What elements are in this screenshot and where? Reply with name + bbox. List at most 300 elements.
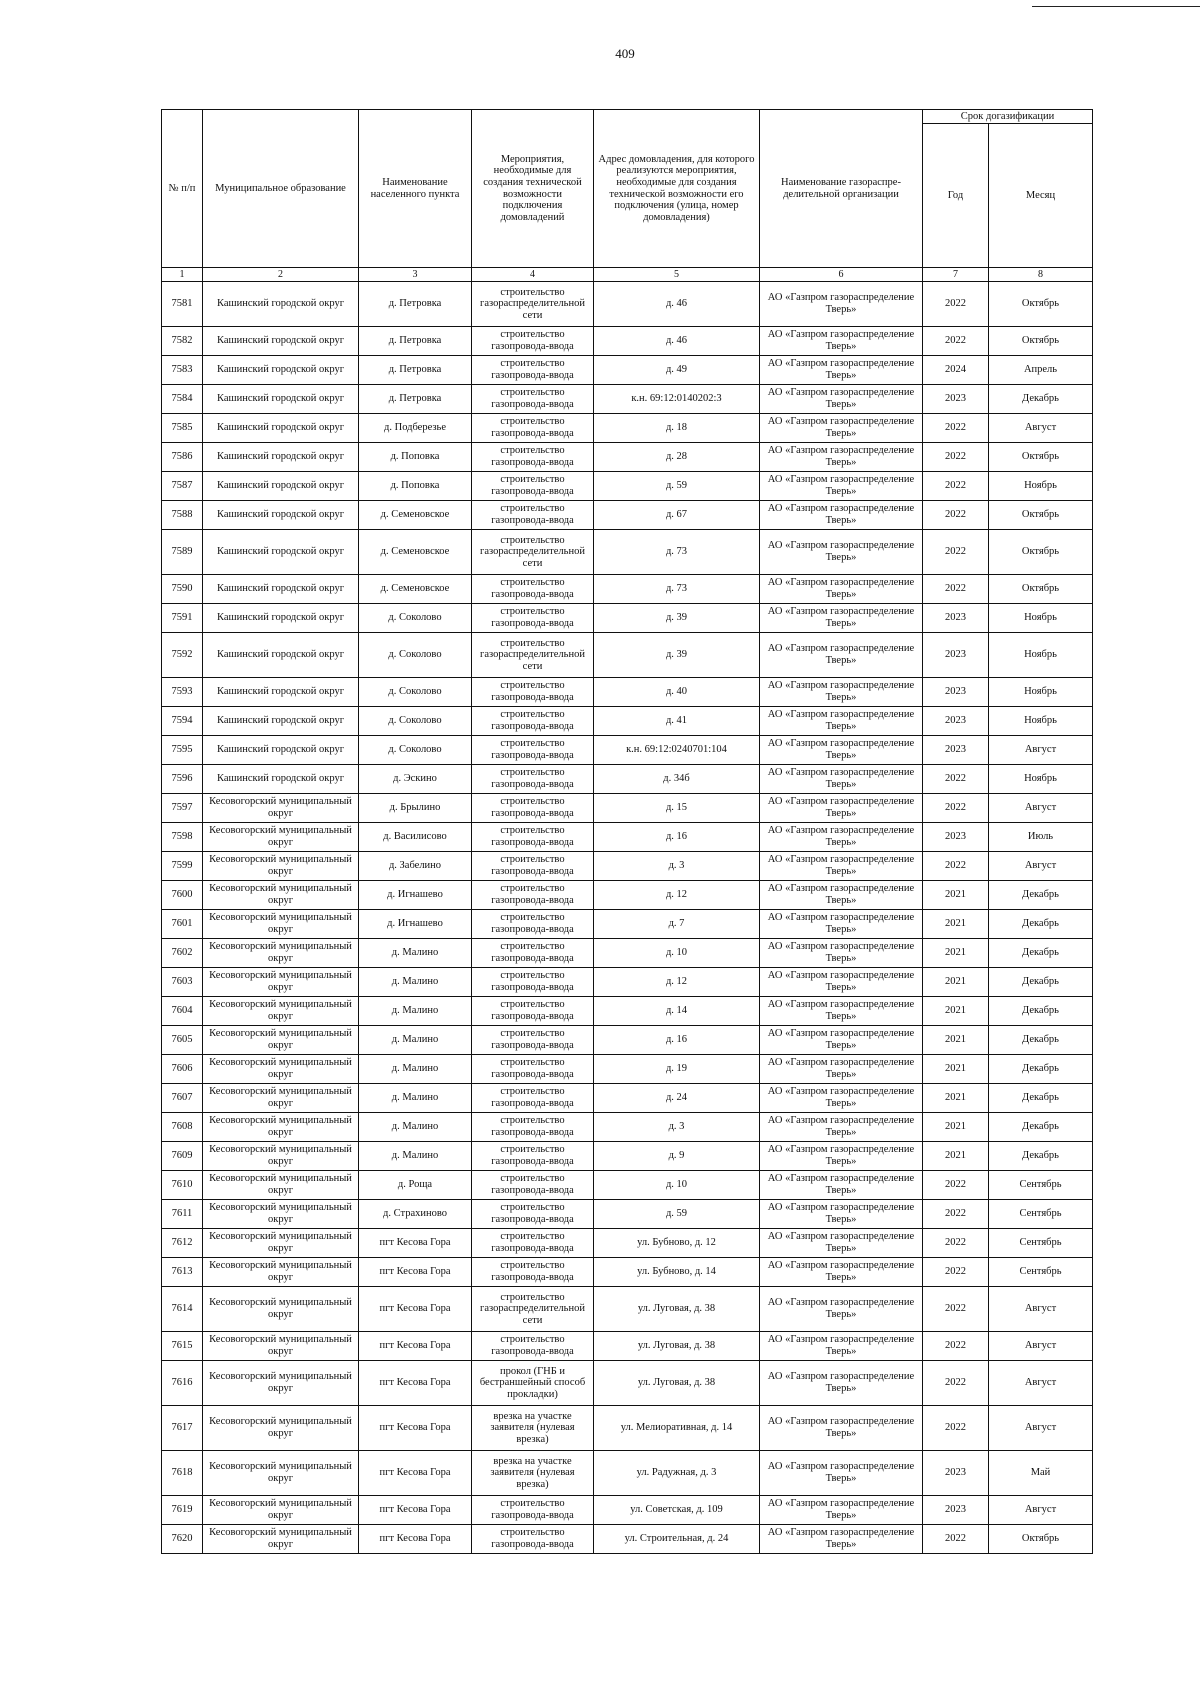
table-row [162, 282, 1093, 327]
cell-month: Август [989, 794, 1093, 823]
cell-month: Август [989, 1332, 1093, 1361]
cell-measures: строительство газопровода-ввода [472, 823, 594, 852]
cell-settlement: д. Роща [359, 1171, 472, 1200]
cell-organization: АО «Газпром газораспределение Тверь» [760, 443, 923, 472]
cell-month: Август [989, 1496, 1093, 1525]
header-num: № п/п [162, 110, 203, 268]
cell-municipality: Кесовогорский муниципальный округ [203, 1406, 359, 1451]
column-number: 4 [472, 268, 594, 282]
cell-number: 7586 [162, 443, 203, 472]
cell-municipality: Кесовогорский муниципальный округ [203, 1525, 359, 1554]
cell-municipality: Кашинский городской округ [203, 604, 359, 633]
cell-municipality: Кесовогорский муниципальный округ [203, 1171, 359, 1200]
cell-settlement: д. Соколово [359, 678, 472, 707]
cell-municipality: Кашинский городской округ [203, 501, 359, 530]
column-number: 6 [760, 268, 923, 282]
table-row [162, 1287, 1093, 1332]
cell-organization: АО «Газпром газораспределение Тверь» [760, 823, 923, 852]
cell-number: 7602 [162, 939, 203, 968]
cell-number: 7608 [162, 1113, 203, 1142]
cell-month: Август [989, 414, 1093, 443]
cell-settlement: д. Страхиново [359, 1200, 472, 1229]
cell-municipality: Кашинский городской округ [203, 414, 359, 443]
cell-settlement: пгт Кесова Гора [359, 1287, 472, 1332]
cell-organization: АО «Газпром газораспределение Тверь» [760, 881, 923, 910]
cell-organization: АО «Газпром газораспределение Тверь» [760, 852, 923, 881]
cell-organization: АО «Газпром газораспределение Тверь» [760, 910, 923, 939]
cell-settlement: пгт Кесова Гора [359, 1361, 472, 1406]
column-number: 1 [162, 268, 203, 282]
cell-address: д. 16 [594, 1026, 760, 1055]
cell-settlement: д. Игнашево [359, 881, 472, 910]
cell-measures: строительство газопровода-ввода [472, 1332, 594, 1361]
cell-organization: АО «Газпром газораспределение Тверь» [760, 736, 923, 765]
cell-municipality: Кесовогорский муниципальный округ [203, 823, 359, 852]
cell-number: 7594 [162, 707, 203, 736]
cell-year: 2022 [923, 443, 989, 472]
cell-address: д. 46 [594, 327, 760, 356]
cell-address: ул. Мелиоративная, д. 14 [594, 1406, 760, 1451]
cell-municipality: Кашинский городской округ [203, 356, 359, 385]
cell-number: 7604 [162, 997, 203, 1026]
cell-month: Август [989, 1287, 1093, 1332]
cell-year: 2021 [923, 1113, 989, 1142]
cell-number: 7588 [162, 501, 203, 530]
cell-year: 2023 [923, 385, 989, 414]
cell-number: 7612 [162, 1229, 203, 1258]
cell-organization: АО «Газпром газораспределение Тверь» [760, 1200, 923, 1229]
cell-address: д. 9 [594, 1142, 760, 1171]
cell-settlement: д. Петровка [359, 356, 472, 385]
cell-month: Сентябрь [989, 1171, 1093, 1200]
cell-month: Октябрь [989, 443, 1093, 472]
cell-settlement: д. Малино [359, 1026, 472, 1055]
table-row [162, 1229, 1093, 1258]
table-row [162, 707, 1093, 736]
cell-address: д. 73 [594, 530, 760, 575]
cell-month: Декабрь [989, 997, 1093, 1026]
table-row [162, 1332, 1093, 1361]
cell-address: ул. Радужная, д. 3 [594, 1451, 760, 1496]
table-row [162, 1113, 1093, 1142]
cell-measures: строительство газопровода-ввода [472, 1525, 594, 1554]
cell-month: Май [989, 1451, 1093, 1496]
cell-municipality: Кесовогорский муниципальный округ [203, 1451, 359, 1496]
cell-month: Ноябрь [989, 472, 1093, 501]
cell-municipality: Кесовогорский муниципальный округ [203, 1026, 359, 1055]
cell-number: 7613 [162, 1258, 203, 1287]
cell-organization: АО «Газпром газораспределение Тверь» [760, 1084, 923, 1113]
cell-year: 2023 [923, 633, 989, 678]
cell-organization: АО «Газпром газораспределение Тверь» [760, 1026, 923, 1055]
cell-measures: строительство газопровода-ввода [472, 852, 594, 881]
cell-month: Декабрь [989, 1026, 1093, 1055]
cell-number: 7598 [162, 823, 203, 852]
cell-year: 2023 [923, 678, 989, 707]
cell-month: Октябрь [989, 501, 1093, 530]
table-row [162, 1084, 1093, 1113]
cell-measures: строительство газопровода-ввода [472, 707, 594, 736]
cell-settlement: д. Семеновское [359, 501, 472, 530]
cell-measures: строительство газопровода-ввода [472, 910, 594, 939]
cell-year: 2022 [923, 765, 989, 794]
table-row [162, 1496, 1093, 1525]
cell-month: Декабрь [989, 1142, 1093, 1171]
cell-year: 2023 [923, 1451, 989, 1496]
cell-address: д. 19 [594, 1055, 760, 1084]
cell-measures: строительство газопровода-ввода [472, 736, 594, 765]
cell-organization: АО «Газпром газораспределение Тверь» [760, 604, 923, 633]
table-row [162, 575, 1093, 604]
cell-settlement: д. Подберезье [359, 414, 472, 443]
cell-year: 2022 [923, 1171, 989, 1200]
cell-month: Декабрь [989, 968, 1093, 997]
cell-measures: врезка на участке заявителя (нулевая врезка) [472, 1451, 594, 1496]
cell-number: 7592 [162, 633, 203, 678]
cell-year: 2021 [923, 1026, 989, 1055]
cell-number: 7590 [162, 575, 203, 604]
cell-municipality: Кесовогорский муниципальный округ [203, 1084, 359, 1113]
cell-municipality: Кесовогорский муниципальный округ [203, 968, 359, 997]
cell-address: д. 67 [594, 501, 760, 530]
cell-organization: АО «Газпром газораспределение Тверь» [760, 1229, 923, 1258]
cell-number: 7593 [162, 678, 203, 707]
cell-month: Декабрь [989, 385, 1093, 414]
table-row [162, 1525, 1093, 1554]
cell-organization: АО «Газпром газораспределение Тверь» [760, 575, 923, 604]
cell-settlement: пгт Кесова Гора [359, 1332, 472, 1361]
table-row [162, 881, 1093, 910]
cell-number: 7597 [162, 794, 203, 823]
cell-municipality: Кашинский городской округ [203, 385, 359, 414]
cell-year: 2022 [923, 414, 989, 443]
table-row [162, 939, 1093, 968]
cell-measures: строительство газопровода-ввода [472, 501, 594, 530]
cell-organization: АО «Газпром газораспределение Тверь» [760, 997, 923, 1026]
cell-measures: строительство газопровода-ввода [472, 443, 594, 472]
cell-year: 2022 [923, 282, 989, 327]
cell-organization: АО «Газпром газораспределение Тверь» [760, 1171, 923, 1200]
cell-address: д. 46 [594, 282, 760, 327]
header-deadline: Срок догазификации [923, 110, 1093, 124]
cell-address: д. 10 [594, 1171, 760, 1200]
cell-municipality: Кашинский городской округ [203, 765, 359, 794]
cell-municipality: Кашинский городской округ [203, 633, 359, 678]
table-row [162, 1026, 1093, 1055]
cell-municipality: Кесовогорский муниципальный округ [203, 1055, 359, 1084]
cell-organization: АО «Газпром газораспределение Тверь» [760, 765, 923, 794]
cell-settlement: д. Малино [359, 1084, 472, 1113]
cell-year: 2022 [923, 1229, 989, 1258]
cell-year: 2022 [923, 852, 989, 881]
cell-number: 7616 [162, 1361, 203, 1406]
cell-municipality: Кашинский городской округ [203, 678, 359, 707]
cell-year: 2021 [923, 997, 989, 1026]
cell-month: Август [989, 1406, 1093, 1451]
cell-address: ул. Луговая, д. 38 [594, 1332, 760, 1361]
cell-year: 2022 [923, 327, 989, 356]
cell-month: Декабрь [989, 939, 1093, 968]
cell-settlement: д. Соколово [359, 633, 472, 678]
cell-settlement: д. Соколово [359, 604, 472, 633]
cell-year: 2021 [923, 1142, 989, 1171]
cell-year: 2022 [923, 1525, 989, 1554]
cell-number: 7589 [162, 530, 203, 575]
table-row [162, 443, 1093, 472]
cell-address: д. 10 [594, 939, 760, 968]
cell-organization: АО «Газпром газораспределение Тверь» [760, 1406, 923, 1451]
cell-organization: АО «Газпром газораспределение Тверь» [760, 968, 923, 997]
table-row [162, 633, 1093, 678]
cell-month: Сентябрь [989, 1258, 1093, 1287]
cell-measures: строительство газопровода-ввода [472, 1200, 594, 1229]
cell-settlement: д. Семеновское [359, 575, 472, 604]
table-row [162, 1451, 1093, 1496]
cell-measures: строительство газопровода-ввода [472, 472, 594, 501]
column-number: 2 [203, 268, 359, 282]
cell-month: Декабрь [989, 910, 1093, 939]
cell-settlement: д. Малино [359, 939, 472, 968]
cell-settlement: д. Василисово [359, 823, 472, 852]
cell-year: 2021 [923, 910, 989, 939]
cell-settlement: д. Поповка [359, 472, 472, 501]
cell-municipality: Кесовогорский муниципальный округ [203, 1113, 359, 1142]
cell-year: 2022 [923, 1332, 989, 1361]
header-settlement: Наименование населенного пункта [359, 110, 472, 268]
cell-settlement: д. Петровка [359, 327, 472, 356]
table-row [162, 1406, 1093, 1451]
cell-measures: строительство газопровода-ввода [472, 765, 594, 794]
table-row [162, 472, 1093, 501]
cell-address: д. 34б [594, 765, 760, 794]
cell-year: 2023 [923, 736, 989, 765]
table-row [162, 997, 1093, 1026]
cell-month: Декабрь [989, 1084, 1093, 1113]
cell-settlement: д. Соколово [359, 707, 472, 736]
table-row [162, 1258, 1093, 1287]
cell-organization: АО «Газпром газораспределение Тверь» [760, 1142, 923, 1171]
cell-organization: АО «Газпром газораспределение Тверь» [760, 1287, 923, 1332]
cell-measures: строительство газопровода-ввода [472, 1055, 594, 1084]
cell-number: 7596 [162, 765, 203, 794]
cell-address: д. 41 [594, 707, 760, 736]
cell-year: 2021 [923, 881, 989, 910]
cell-organization: АО «Газпром газораспределение Тверь» [760, 633, 923, 678]
cell-number: 7584 [162, 385, 203, 414]
table-row [162, 414, 1093, 443]
cell-address: д. 12 [594, 968, 760, 997]
cell-address: д. 49 [594, 356, 760, 385]
cell-settlement: пгт Кесова Гора [359, 1258, 472, 1287]
cell-number: 7601 [162, 910, 203, 939]
cell-address: д. 18 [594, 414, 760, 443]
cell-measures: строительство газопровода-ввода [472, 997, 594, 1026]
cell-measures: строительство газораспределительной сети [472, 530, 594, 575]
cell-number: 7610 [162, 1171, 203, 1200]
top-rule [1032, 6, 1200, 7]
cell-measures: строительство газораспределительной сети [472, 633, 594, 678]
cell-settlement: д. Малино [359, 968, 472, 997]
cell-settlement: пгт Кесова Гора [359, 1525, 472, 1554]
cell-organization: АО «Газпром газораспределение Тверь» [760, 385, 923, 414]
table-body [162, 282, 1093, 1554]
cell-number: 7583 [162, 356, 203, 385]
cell-organization: АО «Газпром газораспределение Тверь» [760, 1258, 923, 1287]
cell-measures: строительство газопровода-ввода [472, 327, 594, 356]
cell-address: ул. Бубново, д. 12 [594, 1229, 760, 1258]
table-row [162, 604, 1093, 633]
page-number: 409 [615, 46, 635, 61]
cell-measures: строительство газопровода-ввода [472, 678, 594, 707]
cell-month: Август [989, 852, 1093, 881]
cell-measures: строительство газопровода-ввода [472, 794, 594, 823]
cell-organization: АО «Газпром газораспределение Тверь» [760, 530, 923, 575]
cell-year: 2022 [923, 501, 989, 530]
cell-municipality: Кашинский городской округ [203, 472, 359, 501]
table-row [162, 968, 1093, 997]
cell-measures: строительство газопровода-ввода [472, 1113, 594, 1142]
cell-address: д. 39 [594, 633, 760, 678]
cell-address: д. 7 [594, 910, 760, 939]
cell-settlement: д. Поповка [359, 443, 472, 472]
cell-month: Сентябрь [989, 1200, 1093, 1229]
cell-address: ул. Луговая, д. 38 [594, 1361, 760, 1406]
cell-number: 7609 [162, 1142, 203, 1171]
cell-month: Август [989, 736, 1093, 765]
cell-number: 7603 [162, 968, 203, 997]
cell-address: д. 40 [594, 678, 760, 707]
cell-year: 2021 [923, 968, 989, 997]
cell-number: 7599 [162, 852, 203, 881]
cell-settlement: пгт Кесова Гора [359, 1229, 472, 1258]
cell-year: 2023 [923, 823, 989, 852]
cell-measures: строительство газопровода-ввода [472, 939, 594, 968]
cell-year: 2022 [923, 1258, 989, 1287]
cell-municipality: Кесовогорский муниципальный округ [203, 1142, 359, 1171]
cell-year: 2023 [923, 1496, 989, 1525]
cell-organization: АО «Газпром газораспределение Тверь» [760, 939, 923, 968]
cell-organization: АО «Газпром газораспределение Тверь» [760, 678, 923, 707]
cell-municipality: Кесовогорский муниципальный округ [203, 1332, 359, 1361]
cell-municipality: Кесовогорский муниципальный округ [203, 794, 359, 823]
cell-address: д. 3 [594, 1113, 760, 1142]
cell-number: 7619 [162, 1496, 203, 1525]
cell-municipality: Кашинский городской округ [203, 707, 359, 736]
cell-measures: строительство газопровода-ввода [472, 1229, 594, 1258]
cell-municipality: Кашинский городской округ [203, 530, 359, 575]
cell-number: 7587 [162, 472, 203, 501]
cell-measures: строительство газопровода-ввода [472, 1258, 594, 1287]
header-year: Год [923, 124, 989, 268]
cell-municipality: Кашинский городской округ [203, 443, 359, 472]
table-row [162, 794, 1093, 823]
cell-settlement: д. Малино [359, 997, 472, 1026]
cell-month: Ноябрь [989, 604, 1093, 633]
column-number: 3 [359, 268, 472, 282]
cell-address: к.н. 69:12:0240701:104 [594, 736, 760, 765]
cell-year: 2021 [923, 939, 989, 968]
cell-municipality: Кашинский городской округ [203, 736, 359, 765]
cell-settlement: д. Малино [359, 1113, 472, 1142]
cell-settlement: д. Петровка [359, 282, 472, 327]
cell-year: 2024 [923, 356, 989, 385]
cell-measures: строительство газопровода-ввода [472, 356, 594, 385]
cell-measures: строительство газопровода-ввода [472, 1026, 594, 1055]
cell-month: Сентябрь [989, 1229, 1093, 1258]
table-row [162, 1055, 1093, 1084]
cell-address: ул. Советская, д. 109 [594, 1496, 760, 1525]
header-municipality: Муниципальное образование [203, 110, 359, 268]
cell-year: 2022 [923, 794, 989, 823]
cell-month: Октябрь [989, 530, 1093, 575]
cell-measures: строительство газопровода-ввода [472, 1142, 594, 1171]
cell-measures: строительство газораспределительной сети [472, 282, 594, 327]
cell-municipality: Кесовогорский муниципальный округ [203, 939, 359, 968]
cell-measures: строительство газопровода-ввода [472, 385, 594, 414]
cell-month: Ноябрь [989, 765, 1093, 794]
table-row [162, 823, 1093, 852]
cell-organization: АО «Газпром газораспределение Тверь» [760, 1113, 923, 1142]
cell-year: 2022 [923, 530, 989, 575]
cell-number: 7607 [162, 1084, 203, 1113]
cell-organization: АО «Газпром газораспределение Тверь» [760, 327, 923, 356]
cell-number: 7615 [162, 1332, 203, 1361]
cell-number: 7585 [162, 414, 203, 443]
cell-organization: АО «Газпром газораспределение Тверь» [760, 707, 923, 736]
cell-municipality: Кашинский городской округ [203, 327, 359, 356]
cell-municipality: Кесовогорский муниципальный округ [203, 1258, 359, 1287]
cell-address: д. 59 [594, 472, 760, 501]
cell-month: Декабрь [989, 1055, 1093, 1084]
cell-municipality: Кесовогорский муниципальный округ [203, 852, 359, 881]
cell-municipality: Кесовогорский муниципальный округ [203, 1200, 359, 1229]
cell-address: д. 12 [594, 881, 760, 910]
cell-measures: строительство газопровода-ввода [472, 1084, 594, 1113]
cell-municipality: Кесовогорский муниципальный округ [203, 997, 359, 1026]
table-row [162, 1200, 1093, 1229]
cell-month: Октябрь [989, 282, 1093, 327]
cell-organization: АО «Газпром газораспределение Тверь» [760, 472, 923, 501]
table-row [162, 1361, 1093, 1406]
cell-address: ул. Строительная, д. 24 [594, 1525, 760, 1554]
cell-settlement: д. Соколово [359, 736, 472, 765]
cell-measures: строительство газопровода-ввода [472, 881, 594, 910]
cell-municipality: Кашинский городской округ [203, 575, 359, 604]
cell-measures: строительство газораспределительной сети [472, 1287, 594, 1332]
column-number: 7 [923, 268, 989, 282]
cell-number: 7611 [162, 1200, 203, 1229]
cell-settlement: д. Игнашево [359, 910, 472, 939]
cell-organization: АО «Газпром газораспределение Тверь» [760, 414, 923, 443]
cell-month: Ноябрь [989, 707, 1093, 736]
cell-measures: строительство газопровода-ввода [472, 414, 594, 443]
cell-measures: строительство газопровода-ввода [472, 1171, 594, 1200]
cell-organization: АО «Газпром газораспределение Тверь» [760, 1332, 923, 1361]
cell-settlement: д. Брылино [359, 794, 472, 823]
cell-number: 7620 [162, 1525, 203, 1554]
cell-settlement: д. Эскино [359, 765, 472, 794]
cell-organization: АО «Газпром газораспределение Тверь» [760, 1055, 923, 1084]
column-number: 5 [594, 268, 760, 282]
cell-address: д. 3 [594, 852, 760, 881]
cell-number: 7582 [162, 327, 203, 356]
cell-month: Декабрь [989, 881, 1093, 910]
cell-year: 2023 [923, 604, 989, 633]
header-organization: Наименование газораспре-делительной организации [760, 110, 923, 268]
cell-municipality: Кесовогорский муниципальный округ [203, 1287, 359, 1332]
cell-measures: строительство газопровода-ввода [472, 968, 594, 997]
cell-year: 2022 [923, 1287, 989, 1332]
